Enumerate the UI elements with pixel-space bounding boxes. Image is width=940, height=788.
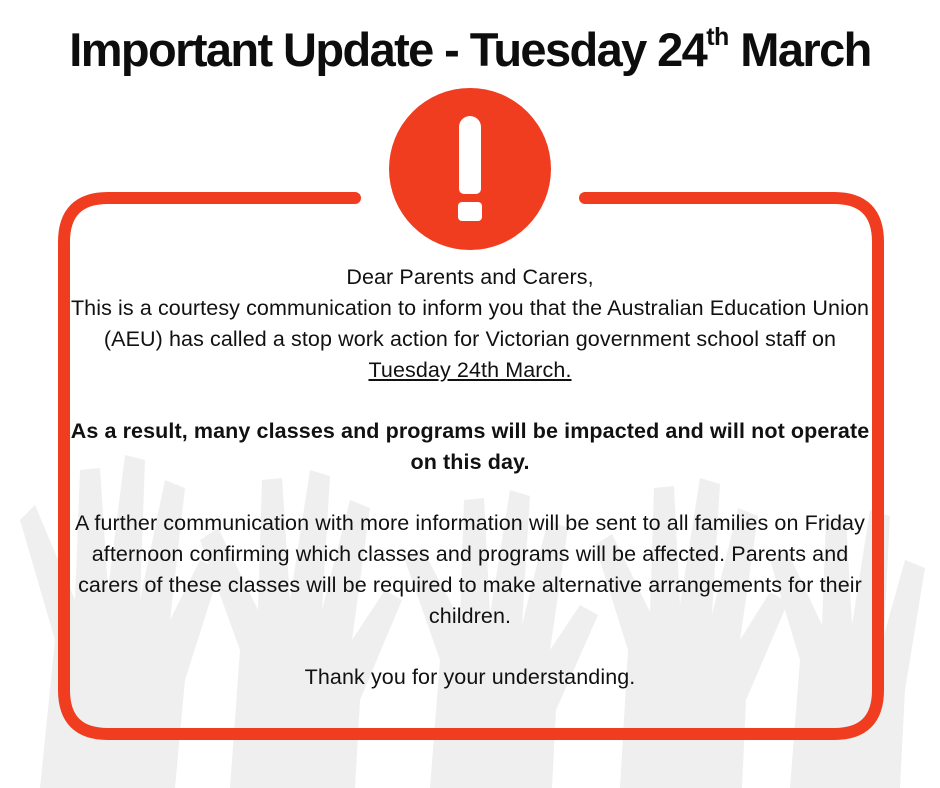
thanks-line: Thank you for your understanding.: [304, 665, 636, 689]
greeting: Dear Parents and Carers,: [346, 265, 594, 289]
letter-body: [70, 262, 870, 693]
alert-exclamation-icon: [389, 88, 551, 250]
impact-statement: As a result, many classes and programs will be impacted and will not operate on this day.: [70, 419, 870, 474]
stop-work-date: Tuesday 24th March.: [368, 358, 572, 382]
further-communication-paragraph: A further communication with more information will be sent to all families on Friday afternoon confirming which classes and programs will be affected. Parents and carers of these classes will be required to make alternative arrangements for their children.: [75, 511, 865, 628]
page-title: Important Update - Tuesday 24th March: [69, 23, 871, 76]
intro-paragraph: This is a courtesy communication to inform you that the Australian Education Union (AEU) has called a stop work action for Victorian government school staff on Tuesday 24th March.: [70, 296, 870, 382]
